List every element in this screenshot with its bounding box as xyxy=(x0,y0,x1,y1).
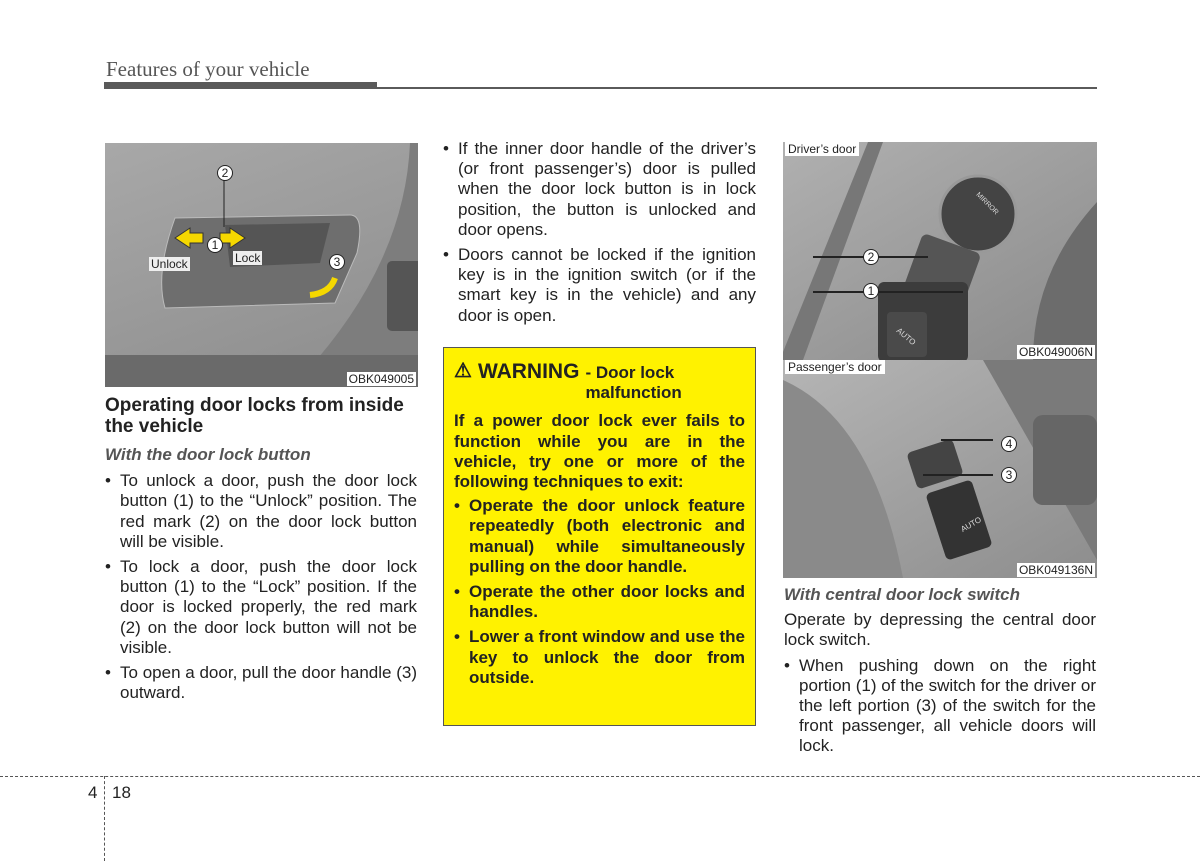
warning-item: • Operate the door unlock feature repeatedly (both electronic and manual) while simultaneously pulling on the door handle. xyxy=(454,496,745,577)
footer-divider xyxy=(104,776,105,861)
header-rule xyxy=(377,87,1097,89)
callout-1: 1 xyxy=(207,237,223,253)
list-item: • To open a door, pull the door handle (3) outward. xyxy=(105,663,417,703)
figure-code: OBK049005 xyxy=(348,372,414,386)
warning-box xyxy=(443,347,756,726)
footer-rule xyxy=(0,776,1200,777)
unlock-label: Unlock xyxy=(151,257,188,271)
paragraph: Operate by depressing the central door lock switch. xyxy=(784,610,1096,650)
list-item: • If the inner door handle of the driver’s (or front passenger’s) door is pulled when the door lock button is in lock position, the button is unlocked and door opens. xyxy=(443,139,756,240)
running-header: Features of your vehicle xyxy=(106,57,310,81)
mirror-label: MIRROR xyxy=(974,191,1000,217)
drivers-door-figure xyxy=(783,142,1097,360)
auto-label: AUTO xyxy=(894,325,918,348)
subheading: With the door lock button xyxy=(105,445,311,464)
header-bar xyxy=(104,82,377,89)
list-item: • To lock a door, push the door lock button (1) to the “Lock” position. If the door is locked properly, the red mark (2) on the door lock button will not be visible. xyxy=(105,557,417,658)
chapter-number: 4 xyxy=(88,783,98,802)
callout-4: 4 xyxy=(1001,436,1017,452)
callout-2: 2 xyxy=(863,249,879,265)
warning-triangle-icon: ⚠ xyxy=(454,360,472,382)
list-item: • When pushing down on the right portion (1) of the switch for the driver or the left portion (3) of the switch for the front passenger, all vehicle doors will lock. xyxy=(784,656,1096,757)
door-handle-figure xyxy=(105,143,418,387)
passengers-door-figure xyxy=(783,360,1097,578)
callout-1: 1 xyxy=(863,283,879,299)
callout-3: 3 xyxy=(1001,467,1017,483)
warning-item: • Lower a front window and use the key to unlock the door from outside. xyxy=(454,627,745,688)
figure-caption: Driver’s door xyxy=(785,142,859,156)
warning-intro: If a power door lock ever fails to function while you are in the vehicle, try one or more of the following techniques to exit: xyxy=(454,411,745,492)
lock-label: Lock xyxy=(235,251,261,265)
list-item: • To unlock a door, push the door lock button (1) to the “Unlock” position. The red mark (2) on the door lock button will be visible. xyxy=(105,471,417,552)
figure-caption: Passenger’s door xyxy=(785,360,885,374)
figure-code: OBK049136N xyxy=(1018,563,1093,577)
warning-subtitle: - Door lock malfunction xyxy=(585,363,682,403)
left-column xyxy=(105,395,417,708)
list-item: • Doors cannot be locked if the ignition key is in the ignition switch (or if the smart key is in the vehicle) and any door is open. xyxy=(443,245,756,326)
section-heading: Operating door locks from inside the vehicle xyxy=(105,395,404,437)
page-number: 18 xyxy=(112,783,131,802)
auto-label: AUTO xyxy=(959,515,983,534)
figure-code: OBK049006N xyxy=(1018,345,1093,359)
callout-2: 2 xyxy=(217,165,233,181)
right-column xyxy=(784,585,1096,762)
callout-3: 3 xyxy=(329,254,345,270)
subheading: With central door lock switch xyxy=(784,585,1020,604)
warning-item: • Operate the other door locks and handles. xyxy=(454,582,745,622)
warning-title: WARNING xyxy=(477,360,580,383)
middle-column xyxy=(443,139,756,331)
